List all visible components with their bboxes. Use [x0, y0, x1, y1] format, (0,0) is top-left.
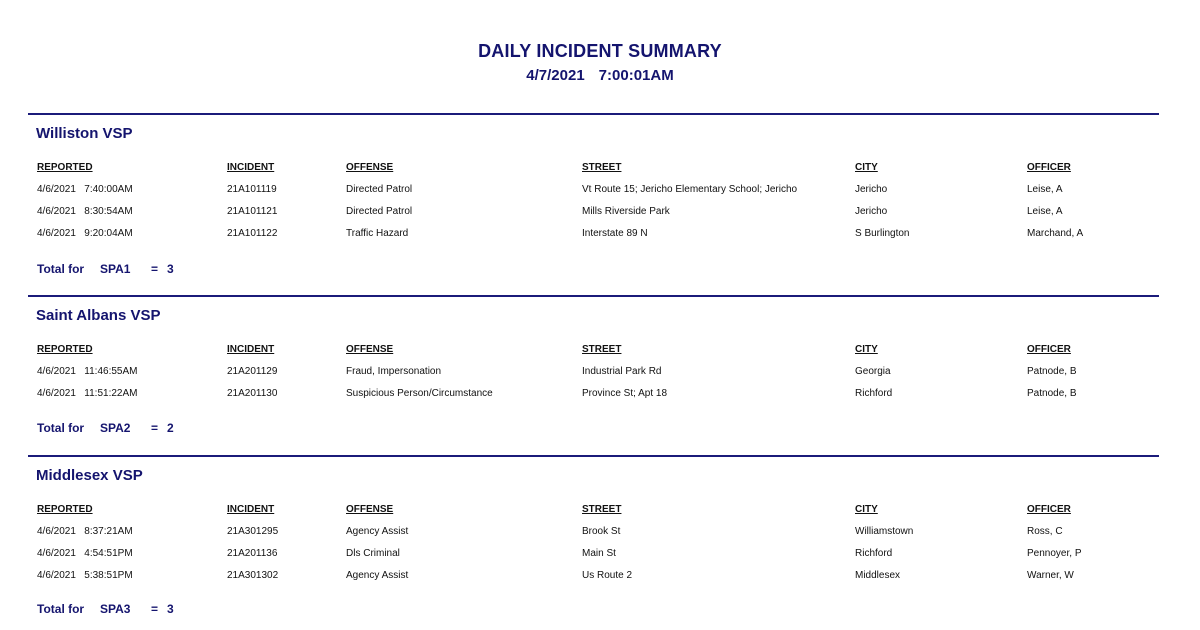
- col-offense: OFFENSE: [346, 162, 394, 173]
- city-cell: Georgia: [855, 366, 891, 377]
- table-row: [28, 226, 1159, 242]
- total-code: SPA3: [100, 602, 131, 616]
- col-incident: INCIDENT: [227, 504, 275, 515]
- total-equals: =: [151, 602, 159, 616]
- reported-date: 4/6/2021: [37, 548, 76, 559]
- incident-cell: 21A201136: [227, 548, 278, 559]
- officer-cell: Patnode, B: [1027, 388, 1077, 399]
- table-row: [28, 546, 1159, 562]
- col-reported: REPORTED: [37, 162, 93, 173]
- reported-date: 4/6/2021: [37, 206, 76, 217]
- reported-cell: [37, 182, 133, 198]
- incident-cell: 21A101119: [227, 184, 277, 195]
- officer-cell: Leise, A: [1027, 206, 1063, 217]
- reported-time: 4:54:51PM: [84, 548, 133, 559]
- offense-cell: Agency Assist: [346, 570, 409, 581]
- table-row: [28, 386, 1159, 402]
- reported-time: 5:38:51PM: [84, 570, 133, 581]
- offense-cell: Directed Patrol: [346, 206, 413, 217]
- col-street: STREET: [582, 344, 622, 355]
- reported-date: 4/6/2021: [37, 184, 76, 195]
- col-incident: INCIDENT: [227, 344, 275, 355]
- offense-cell: Agency Assist: [346, 526, 409, 537]
- report-time: 7:00:01AM: [598, 67, 674, 84]
- officer-cell: Leise, A: [1027, 184, 1063, 195]
- officer-cell: Ross, C: [1027, 526, 1063, 537]
- street-cell: Province St; Apt 18: [582, 388, 668, 399]
- report-date: 4/7/2021: [526, 67, 585, 84]
- officer-cell: Patnode, B: [1027, 366, 1077, 377]
- officer-cell: Pennoyer, P: [1027, 548, 1082, 559]
- city-cell: S Burlington: [855, 228, 910, 239]
- section-middlesex: [28, 455, 1159, 627]
- col-officer: OFFICER: [1027, 504, 1071, 515]
- reported-date: 4/6/2021: [37, 570, 76, 581]
- col-incident: INCIDENT: [227, 162, 275, 173]
- city-cell: Middlesex: [855, 570, 901, 581]
- street-cell: Industrial Park Rd: [582, 366, 662, 377]
- table-row: [28, 364, 1159, 380]
- incident-cell: 21A201129: [227, 366, 278, 377]
- incident-cell: 21A301295: [227, 526, 279, 537]
- total-label: Total for: [37, 421, 85, 435]
- reported-time: 11:51:22AM: [84, 388, 138, 399]
- total-equals: =: [151, 262, 159, 276]
- reported-time: 8:37:21AM: [84, 526, 133, 537]
- section-title: Middlesex VSP: [36, 467, 143, 484]
- street-cell: Brook St: [582, 526, 621, 537]
- reported-cell: [37, 226, 133, 242]
- section-total: [37, 262, 174, 276]
- officer-cell: Warner, W: [1027, 570, 1074, 581]
- table-row: [28, 204, 1159, 220]
- reported-date: 4/6/2021: [37, 526, 76, 537]
- report-header: [0, 40, 1200, 86]
- total-label: Total for: [37, 602, 85, 616]
- reported-date: 4/6/2021: [37, 388, 76, 399]
- incident-cell: 21A201130: [227, 388, 278, 399]
- col-reported: REPORTED: [37, 344, 93, 355]
- table-row: [28, 182, 1159, 198]
- col-reported: REPORTED: [37, 504, 93, 515]
- incident-cell: 21A301302: [227, 570, 279, 581]
- reported-cell: [37, 524, 133, 540]
- section-total: [37, 602, 174, 616]
- street-cell: Us Route 2: [582, 570, 633, 581]
- incident-cell: 21A101122: [227, 228, 278, 239]
- reported-date: 4/6/2021: [37, 366, 76, 377]
- city-cell: Richford: [855, 388, 893, 399]
- reported-cell: [37, 364, 137, 380]
- reported-cell: [37, 204, 133, 220]
- column-header-row: [28, 502, 1159, 518]
- city-cell: Richford: [855, 548, 893, 559]
- section-total: [37, 421, 174, 435]
- section-williston: [28, 113, 1159, 295]
- reported-date: 4/6/2021: [37, 228, 76, 239]
- col-officer: OFFICER: [1027, 162, 1071, 173]
- officer-cell: Marchand, A: [1027, 228, 1084, 239]
- total-count: 3: [167, 602, 174, 616]
- street-cell: Interstate 89 N: [582, 228, 648, 239]
- reported-time: 9:20:04AM: [84, 228, 133, 239]
- street-cell: Mills Riverside Park: [582, 206, 670, 217]
- col-offense: OFFENSE: [346, 504, 394, 515]
- reported-time: 11:46:55AM: [84, 366, 138, 377]
- section-saint-albans: [28, 295, 1159, 455]
- table-row: [28, 568, 1159, 584]
- col-street: STREET: [582, 162, 622, 173]
- street-cell: Vt Route 15; Jericho Elementary School; Jericho: [582, 184, 798, 195]
- col-offense: OFFENSE: [346, 344, 394, 355]
- col-city: CITY: [855, 504, 878, 515]
- total-label: Total for: [37, 262, 85, 276]
- report-title: DAILY INCIDENT SUMMARY: [478, 41, 722, 61]
- total-count: 3: [167, 262, 174, 276]
- total-code: SPA2: [100, 421, 131, 435]
- offense-cell: Fraud, Impersonation: [346, 366, 442, 377]
- col-city: CITY: [855, 162, 878, 173]
- col-street: STREET: [582, 504, 622, 515]
- section-title: Williston VSP: [36, 125, 133, 142]
- offense-cell: Traffic Hazard: [346, 228, 409, 239]
- total-count: 2: [167, 421, 174, 435]
- report-datetime: [0, 66, 1200, 86]
- column-header-row: [28, 342, 1159, 358]
- col-city: CITY: [855, 344, 878, 355]
- offense-cell: Suspicious Person/Circumstance: [346, 388, 493, 399]
- section-title: Saint Albans VSP: [36, 307, 161, 324]
- column-header-row: [28, 160, 1159, 176]
- reported-cell: [37, 546, 133, 562]
- col-officer: OFFICER: [1027, 344, 1071, 355]
- total-equals: =: [151, 421, 159, 435]
- total-code: SPA1: [100, 262, 131, 276]
- offense-cell: Directed Patrol: [346, 184, 413, 195]
- city-cell: Jericho: [855, 184, 888, 195]
- incident-cell: 21A101121: [227, 206, 278, 217]
- reported-cell: [37, 386, 137, 402]
- street-cell: Main St: [582, 548, 616, 559]
- city-cell: Williamstown: [855, 526, 914, 537]
- offense-cell: Dls Criminal: [346, 548, 400, 559]
- city-cell: Jericho: [855, 206, 888, 217]
- reported-time: 8:30:54AM: [84, 206, 133, 217]
- reported-time: 7:40:00AM: [84, 184, 133, 195]
- reported-cell: [37, 568, 133, 584]
- table-row: [28, 524, 1159, 540]
